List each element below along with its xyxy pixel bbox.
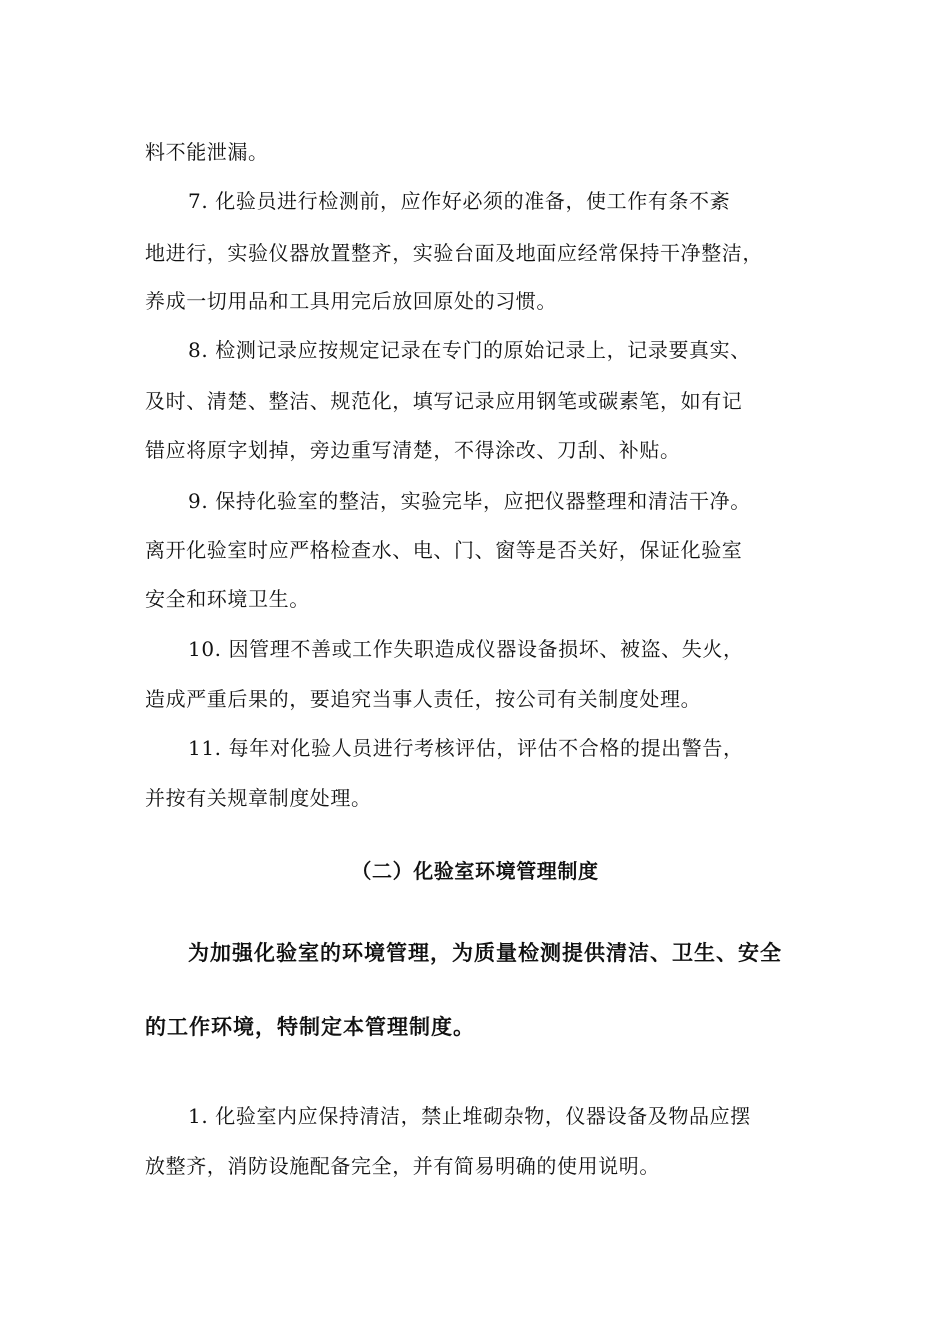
rule-9-line-1: 9. 保持化验室的整洁，实验完毕，应把仪器整理和清洁干净。 <box>188 489 751 513</box>
rule-7-line-3: 养成一切用品和工具用完后放回原处的习惯。 <box>145 289 557 313</box>
rule-11-line-1: 11. 每年对化验人员进行考核评估，评估不合格的提出警告， <box>188 736 744 760</box>
rule-7-line-1: 7. 化验员进行检测前，应作好必须的准备，使工作有条不紊 <box>188 189 731 213</box>
rule-10-line-1: 10. 因管理不善或工作失职造成仪器设备损坏、被盗、失火， <box>188 637 744 661</box>
env-rule-1-line-1: 1. 化验室内应保持清洁，禁止堆砌杂物，仪器设备及物品应摆 <box>188 1104 751 1128</box>
intro-line-2: 的工作环境，特制定本管理制度。 <box>145 1014 475 1039</box>
text-line: 料不能泄漏。 <box>145 140 269 164</box>
rule-9-line-3: 安全和环境卫生。 <box>145 587 310 611</box>
rule-8-line-1: 8. 检测记录应按规定记录在专门的原始记录上，记录要真实、 <box>188 338 751 362</box>
env-rule-1-line-2: 放整齐，消防设施配备完全，并有简易明确的使用说明。 <box>145 1154 660 1178</box>
rule-10-line-2: 造成严重后果的，要追究当事人责任，按公司有关制度处理。 <box>145 687 702 711</box>
rule-8-line-3: 错应将原字划掉，旁边重写清楚，不得涂改、刀刮、补贴。 <box>145 438 681 462</box>
rule-8-line-2: 及时、清楚、整洁、规范化，填写记录应用钢笔或碳素笔，如有记 <box>145 389 743 413</box>
intro-line-1: 为加强化验室的环境管理，为质量检测提供清洁、卫生、安全 <box>188 940 782 965</box>
rule-9-line-2: 离开化验室时应严格检查水、电、门、窗等是否关好，保证化验室 <box>145 538 743 562</box>
section-heading: （二）化验室环境管理制度 <box>351 859 599 883</box>
rule-7-line-2: 地进行，实验仪器放置整齐，实验台面及地面应经常保持干净整洁， <box>145 241 763 265</box>
rule-11-line-2: 并按有关规章制度处理。 <box>145 786 372 810</box>
